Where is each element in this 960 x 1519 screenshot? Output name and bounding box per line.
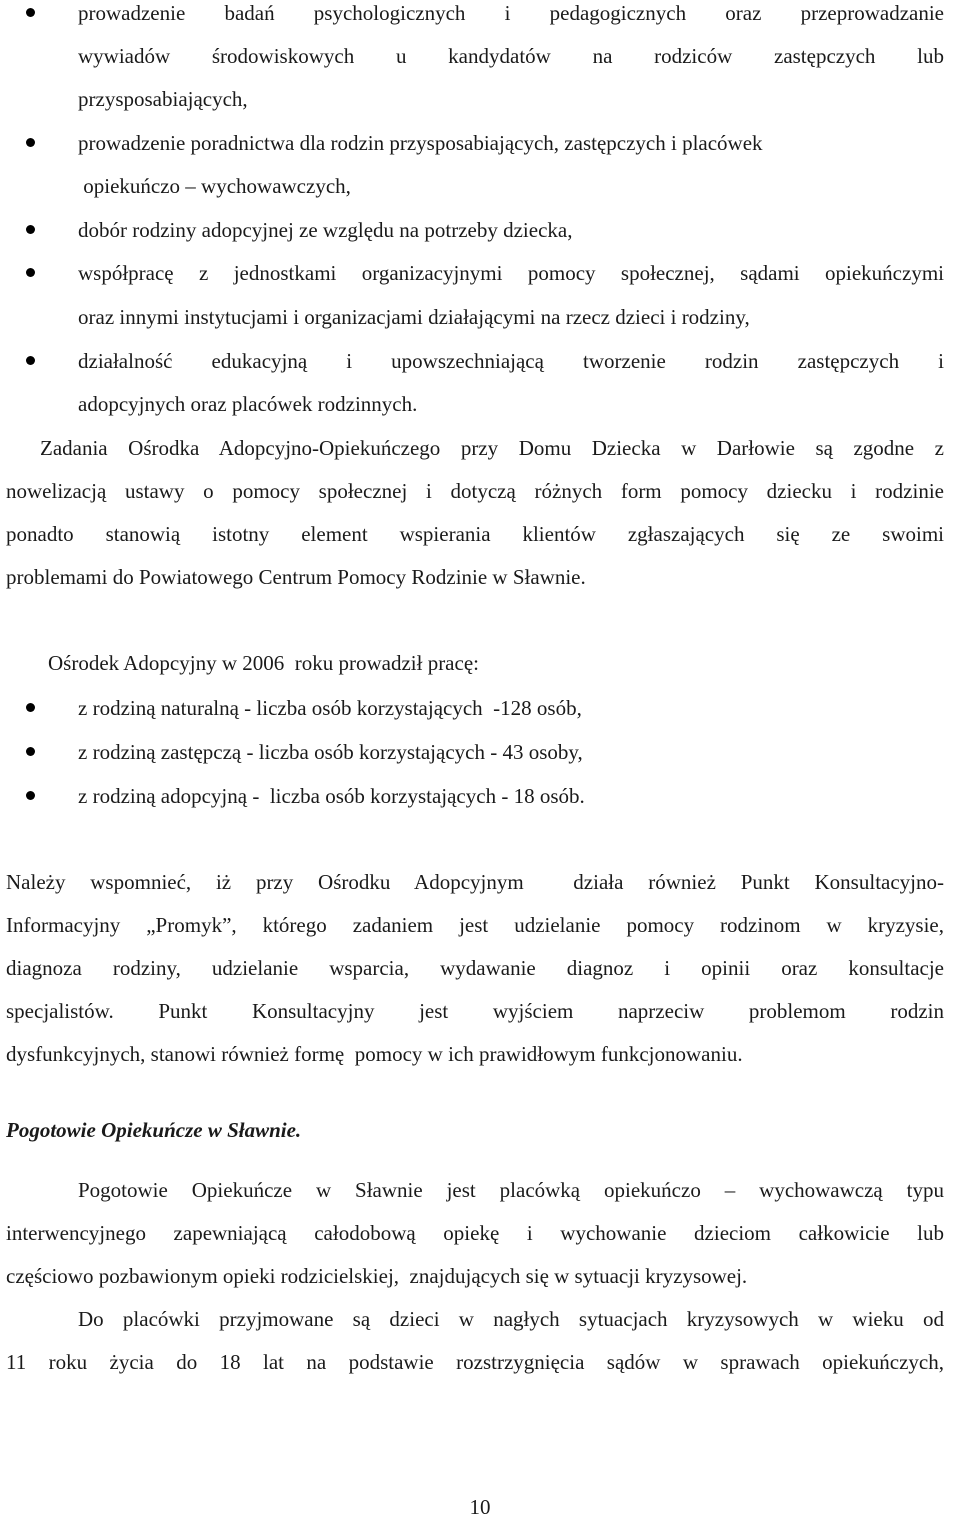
paragraph-line: Zadania Ośrodka Adopcyjno-Opiekuńczego przy Domu Dziecka w Darłowie są zgodne z [40, 436, 944, 460]
paragraph-line: Do placówki przyjmowane są dzieci w nagłych sytuacjach kryzysowych w wieku od [78, 1307, 944, 1331]
paragraph-line: częściowo pozbawionym opieki rodzicielskiej, znajdujących się w sytuacji kryzysowej. [6, 1264, 748, 1288]
list-item-line: przysposabiających, [78, 87, 248, 111]
bullet-icon [26, 747, 35, 756]
stat-item: z rodziną zastępczą - liczba osób korzystających - 43 osoby, [78, 740, 583, 764]
page-number: 10 [469, 1495, 491, 1519]
list-item-line: współpracę z jednostkami organizacyjnymi pomocy społecznej, sądami opiekuńczymi [78, 261, 944, 285]
osrodek-intro: Ośrodek Adopcyjny w 2006 roku prowadził pracę: [48, 651, 479, 675]
paragraph-line: Pogotowie Opiekuńcze w Sławnie jest placówką opiekuńczo – wychowawczą typu [78, 1178, 944, 1202]
bullet-icon [26, 356, 35, 365]
list-item-line: opiekuńczo – wychowawczych, [78, 174, 351, 198]
paragraph-line: dysfunkcyjnych, stanowi również formę pomocy w ich prawidłowym funkcjonowaniu. [6, 1042, 743, 1066]
stat-item: z rodziną adopcyjną - liczba osób korzystających - 18 osób. [78, 784, 585, 808]
paragraph-line: Informacyjny „Promyk”, którego zadaniem jest udzielanie pomocy rodzinom w kryzysie, [6, 913, 944, 937]
section-heading: Pogotowie Opiekuńcze w Sławnie. [6, 1118, 302, 1142]
stat-item: z rodziną naturalną - liczba osób korzystających -128 osób, [78, 696, 582, 720]
paragraph-line: diagnoza rodziny, udzielanie wsparcia, wydawanie diagnoz i opinii oraz konsultacje [6, 956, 944, 980]
list-item-line: prowadzenie poradnictwa dla rodzin przysposabiających, zastępczych i placówek [78, 131, 763, 155]
list-item-line: wywiadów środowiskowych u kandydatów na rodziców zastępczych lub [78, 44, 944, 68]
bullet-icon [26, 8, 35, 17]
paragraph-line: 11 roku życia do 18 lat na podstawie rozstrzygnięcia sądów w sprawach opiekuńczych, [6, 1350, 944, 1374]
list-item-line: adopcyjnych oraz placówek rodzinnych. [78, 392, 418, 416]
paragraph-line: problemami do Powiatowego Centrum Pomocy Rodzinie w Sławnie. [6, 565, 586, 589]
list-item-line: oraz innymi instytucjami i organizacjami działającymi na rzecz dzieci i rodziny, [78, 305, 750, 329]
paragraph-line: ponadto stanowią istotny element wspierania klientów zgłaszających się ze swoimi [6, 522, 944, 546]
bullet-icon [26, 138, 35, 147]
list-item-line: dobór rodziny adopcyjnej ze względu na potrzeby dziecka, [78, 218, 573, 242]
bullet-icon [26, 703, 35, 712]
bullet-icon [26, 791, 35, 800]
list-item-line: działalność edukacyjną i upowszechniającą tworzenie rodzin zastępczych i [78, 349, 944, 373]
list-item-line: prowadzenie badań psychologicznych i pedagogicznych oraz przeprowadzanie [78, 1, 944, 25]
paragraph-line: specjalistów. Punkt Konsultacyjny jest wyjściem naprzeciw problemom rodzin [6, 999, 944, 1023]
paragraph-line: nowelizacją ustawy o pomocy społecznej i dotyczą różnych form pomocy dziecku i rodzinie [6, 479, 944, 503]
bullet-icon [26, 225, 35, 234]
bullet-icon [26, 268, 35, 277]
paragraph-line: Należy wspomnieć, iż przy Ośrodku Adopcyjnym działa również Punkt Konsultacyjno- [6, 870, 944, 894]
paragraph-line: interwencyjnego zapewniającą całodobową opiekę i wychowanie dzieciom całkowicie lub [6, 1221, 944, 1245]
